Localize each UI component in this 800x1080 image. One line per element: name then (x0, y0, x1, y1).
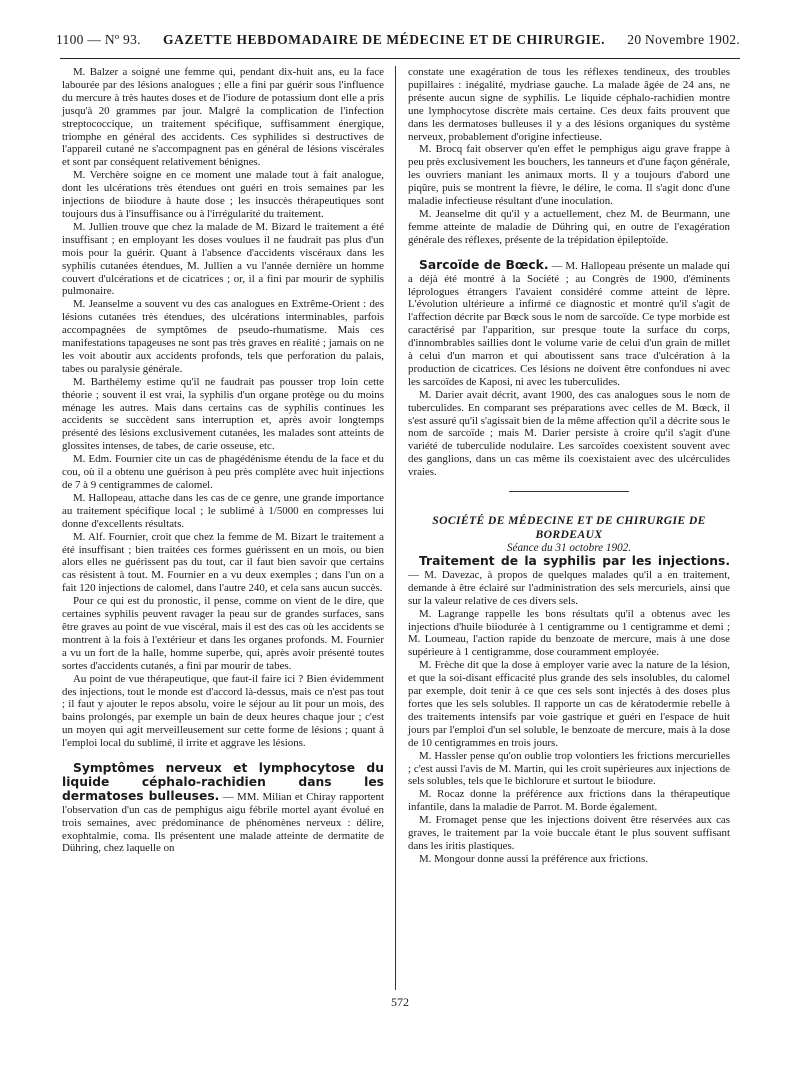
header-page-ref: 1100 — Nº 93. (56, 32, 141, 47)
page-number: 572 (391, 995, 409, 1009)
paragraph: M. Lagrange rappelle les bons résultats qu'il a obtenus avec les injections d'huile biiodurée à 1 centigramme ou 1 centigramme et demi ; M. Loumeau, l'action rapide du benzoate de mercure, mais à une dose supérieure à 1 centigramme, dose couramment employée. (408, 607, 730, 659)
section-paragraph (62, 762, 384, 855)
section-heading-traitement: Traitement de la syphilis par les injections. (419, 554, 730, 568)
paragraph: M. Verchère soigne en ce moment une malade tout à fait analogue, dont les ulcérations très étendues ont guéri en trois semaines par les injections de biiodure à haute dose ; les insuccès thérapeutiques sont toujours dus à l'insuffisance ou à l'irrégularité du traitement. (62, 169, 384, 220)
section-heading-sarcoide: Sarcoïde de Bœck. (419, 257, 549, 272)
right-column (408, 66, 730, 866)
paragraph-text: — M. Hallopeau présente un malade qui a déjà été montré à la Société ; au Congrès de 1900, d'éminents léprologues étrangers l'avaient considéré comme atteint de lèpre. L'évolution ultérieure a infirmé ce diagnostic et montré qu'il s'agit de l'affection décrite par Bœck sous le nom de sarcoïde. Ce type morbide est caractérisé par l'apparition, sur presque toute la surface du corps, d'innombrables saillies dont le volume varie de celui d'un grain de millet à celui d'un marron et qui aboutissent sans trace d'ulcération à la production de cicatrices. Ces lésions ne doivent être confondues ni avec les sarcoïdes de Kaposi, ni avec les tuberculides. (408, 259, 730, 388)
paragraph: M. Barthélemy estime qu'il ne faudrait pas pousser trop loin cette théorie ; souvent il est vrai, la syphilis d'un organe protège ou du moins ménage les autres. Mais dans certains cas de syphilis continues les accidents se succèdent sans interruption et, après avoir longtemps présenté des lésions exclusivement cutanées, les malades sont atteints de glossites intenses, de tabes, de carie osseuse, etc. (62, 375, 384, 453)
paragraph: constate une exagération de tous les réflexes tendineux, des troubles pupillaires : inégalité, mydriase gauche. La malade âgée de 24 ans, ne présente aucun signe de syphilis. Le liquide céphalo-rachidien montre une lymphocytose discrète mais certaine. Ces deux faits prouvent que dans les dermatoses bulleuses il y a des lésions organiques du système nerveux, probablement d'origine infectieuse. (408, 66, 730, 143)
paragraph: M. Alf. Fournier, croit que chez la femme de M. Bizart le traitement a été insuffisant ; bien traitées ces formes guérissent en un mois, ou bien alors elles ne guérissent pas du tout, car il faut bien savoir que certains cas résistent à tout. M. Fournier en a vu deux exemples ; dans l'un on a fait 120 injections de calomel, dans l'autre 240, et cela sans aucun succès. (62, 530, 384, 595)
header-journal-title: GAZETTE HEBDOMADAIRE DE MÉDECINE ET DE CHIRURGIE. (163, 32, 606, 47)
paragraph: M. Fromaget pense que les injections doivent être réservées aux cas graves, le traitement par la voie buccale étant le plus souvent suffisant dans les iritis plastiques. (408, 814, 730, 852)
section-paragraph (408, 555, 730, 608)
paragraph: M. Jeanselme a souvent vu des cas analogues en Extrême-Orient : des lésions cutanées très étendues, des ulcérations interminables, parfois accompagnées de symptômes de pseudo-rhumatisme. Mais ces manifestations tapageuses ne sont pas très graves en réalité ; jamais on ne les voit aboutir aux accidents profonds, tels que perforation du palais, tabes ou paralysie générale. (62, 298, 384, 375)
paragraph: Au point de vue thérapeutique, que faut-il faire ici ? Bien évidemment des injections, tout le monde est d'accord là-dessus, mais ce n'est pas tout ; il faut y ajouter le repos absolu, voire le séjour au lit pour un mois, des bains prolongés, par exemple un bain de deux heures chaque jour ; c'est un moyen qui agit merveilleusement sur cette forme de lésions ; quant à l'emploi local du sublimé, il irrite et aggrave les lésions. (62, 672, 384, 750)
section-separator (509, 491, 629, 492)
paragraph: M. Jeanselme dit qu'il y a actuellement, chez M. de Beurmann, une femme atteinte de maladie de Dühring qui, en outre de l'exagération générale des réflexes, présente de la trépidation épileptoïde. (408, 207, 730, 246)
paragraph: M. Darier avait décrit, avant 1900, des cas analogues sous le nom de tuberculides. En comparant ses préparations avec celles de M. Bœck, il s'est assuré qu'il s'agissait bien de la même affection qu'il a décrite sous le nom de sarcoïde ; mais M. Darier persiste à croire qu'il s'agit d'une variété de tuberculide nodulaire. Les sarcoïdes coexistent souvent avec des ganglions, dans un cas même ils coexistaient avec des ulcérculides vraies. (408, 388, 730, 479)
paragraph: M. Edm. Fournier cite un cas de phagédénisme étendu de la face et du cou, où il a obtenu une guérison à peu près complète avec huit injections de 7 à 9 centigrammes de calomel. (62, 453, 384, 491)
paragraph-text: — MM. Milian et Chiray rapportent l'observation d'un cas de pemphigus aigu fébrile mortel ayant évolué en trois semaines, avec prédominance de phénomènes nerveux : délire, exophtalmie, coma. Ils présentent une malade atteinte de dermatite de Dühring, chez laquelle on (62, 790, 384, 855)
section-paragraph (408, 259, 730, 389)
paragraph: M. Jullien trouve que chez la malade de M. Bizard le traitement a été insuffisant ; en employant les doses voulues il ne faudrait pas plus d'un mois pour la guérir. Quant à l'absence d'accidents viscéraux dans les syphilis cutanées étendues, M. Jullien a vu l'année dernière un homme couvert d'ulcérations et de cicatrices ; or, il a fini par mourir de syphilis pulmonaire. (62, 220, 384, 298)
paragraph: M. Frèche dit que la dose à employer varie avec la nature de la lésion, et que la soi-disant efficacité plus grande des sels insolubles, du calomel par exemple, doit tenir à ce que ces sels sont injectés à des doses plus fortes que les sels solubles. Il rapporte un cas de kératodermie rebelle à des traitements intensifs par voie gastrique et guéri en l'espace de huit jours par l'emploi d'un sel soluble, le benzoate de mercure, mais à la dose de 10 centigrammes en trois jours. (408, 659, 730, 749)
header-rule (60, 58, 740, 59)
header-date: 20 Novembre 1902. (627, 32, 740, 47)
paragraph: Pour ce qui est du pronostic, il pense, comme on vient de le dire, que certaines syphilis peuvent ravager la peau sur de grandes surfaces, sans être graves au point de vue viscéral, mais il est des cas où les accidents se montrent à la fois à l'extérieur et dans les organes profonds. M. Fournier a vu un fort de la halle, homme superbe, qui, après avoir présenté toutes sortes d'accidents cutanés, a fini par mourir de tabes. (62, 595, 384, 672)
paragraph: M. Balzer a soigné une femme qui, pendant dix-huit ans, eu la face labourée par des lésions analogues ; elle a fini par guérir sous l'influence du mercure à très hautes doses et de l'iodure de potassium dont elle a pris jusqu'à 20 grammes par jour. Malgré la complication de l'infection streptococcique, un traitement spécifique, suffisamment énergique, triomphe en général des accidents. Ces syphilides si destructives de l'appareil cutané ne s'accompagnent pas en général de lésions viscérales et sont par conséquent relativement bénignes. (62, 66, 384, 169)
paragraph-text: — M. Davezac, à propos de quelques malades qu'il a en traitement, demande à être éclairé sur l'administration des sels mercuriels, ainsi que sur la valeur relative de ces divers sels. (408, 568, 730, 607)
section-heading-symptomes: Symptômes nerveux et lymphocytose du liquide céphalo-rachidien dans les dermatoses bulleuses. (62, 761, 384, 803)
running-header (56, 32, 740, 54)
paragraph: M. Brocq fait observer qu'en effet le pemphigus aigu grave frappe à peu près exclusivement les bouchers, les tanneurs et d'une façon générale, les ouvriers maniant les animaux morts. Il y a toujours d'abord une piqûre, puis se montrent la fièvre, le délire, le coma. Il s'agit donc d'une maladie infectieuse résultant d'une inoculation. (408, 143, 730, 208)
column-rule (395, 66, 396, 990)
seance-date: Séance du 31 octobre 1902. (506, 542, 632, 555)
society-heading: SOCIÉTÉ DE MÉDECINE ET DE CHIRURGIE DE BORDEAUX (432, 514, 706, 542)
paragraph: M. Mongour donne aussi la préférence aux frictions. (419, 852, 648, 865)
left-column (62, 66, 384, 855)
paragraph: M. Hallopeau, attache dans les cas de ce genre, une grande importance au traitement spécifique local ; le sublimé à 1/5000 en compresses lui donne d'excellents résultats. (62, 491, 384, 530)
paragraph: M. Hassler pense qu'on oublie trop volontiers les frictions mercurielles ; c'est aussi l'avis de M. Martin, qui les croit supérieures aux injections de sels solubles, tels que le bichlorure et surtout le biiodure. (408, 749, 730, 788)
paragraph: M. Rocaz donne la préférence aux frictions dans la thérapeutique infantile, dans la maladie de Parrot. M. Borde également. (408, 788, 730, 814)
